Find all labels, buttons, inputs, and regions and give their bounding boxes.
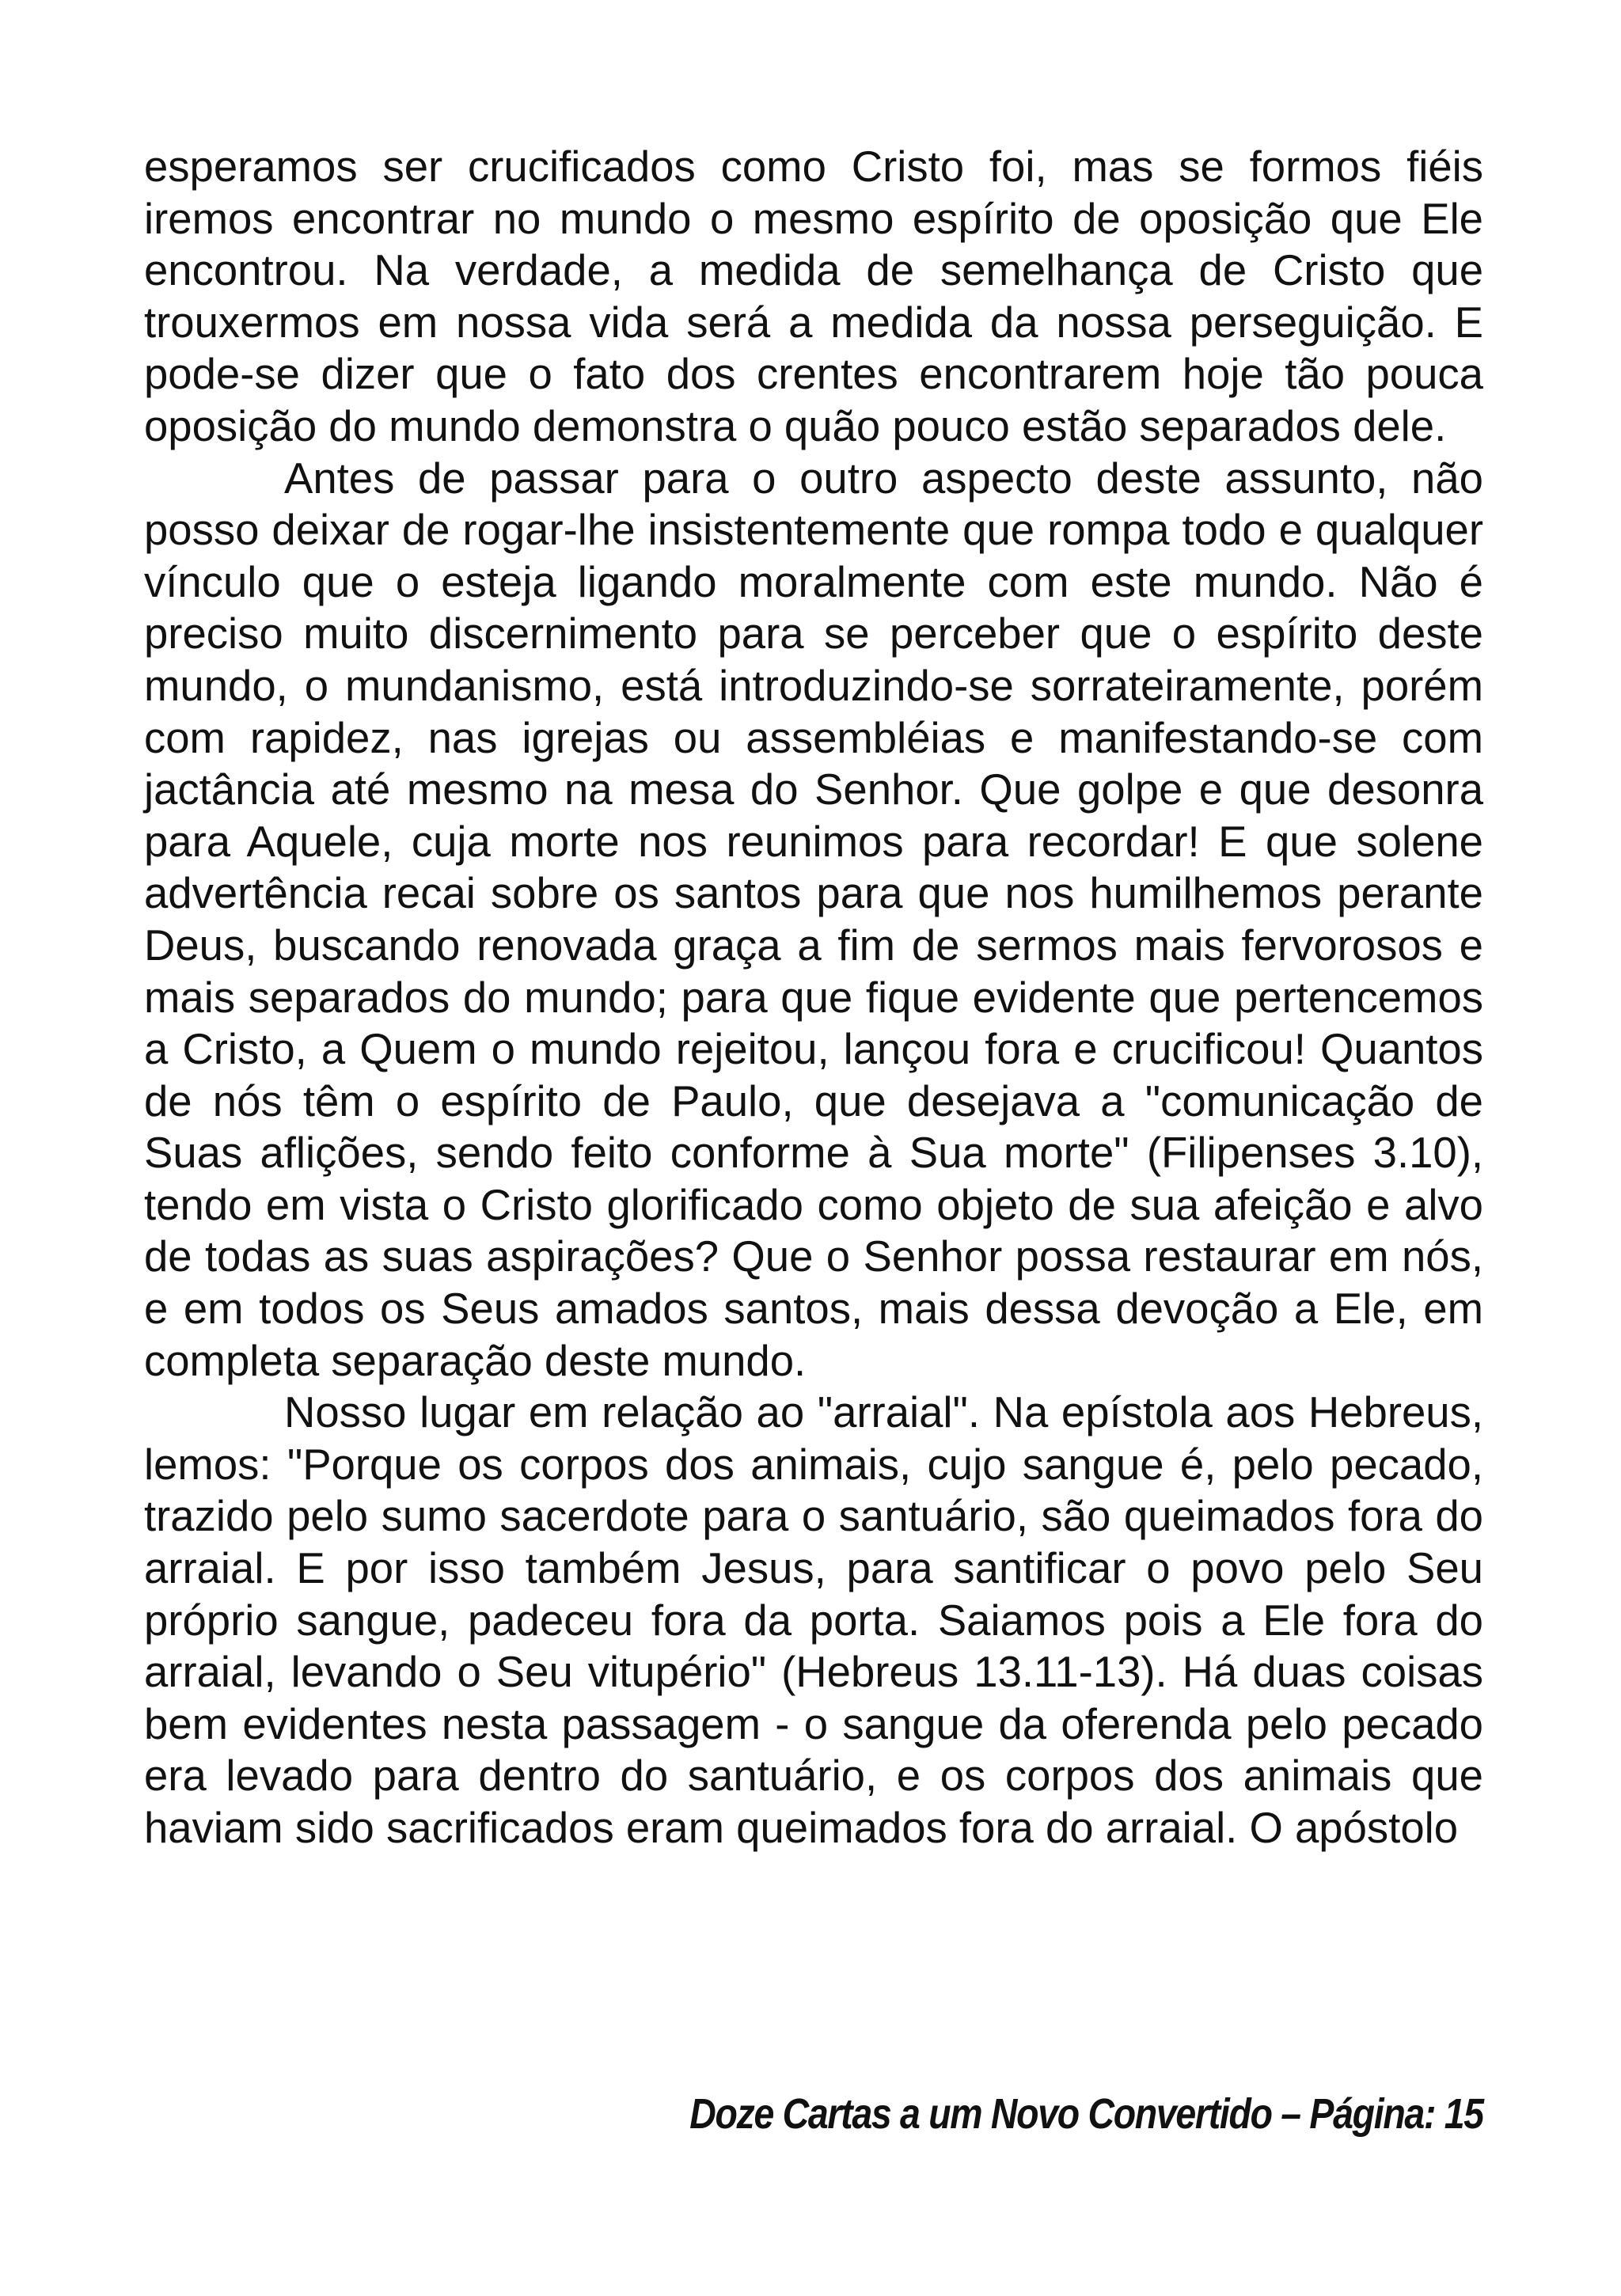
page-footer: Doze Cartas a um Novo Convertido – Página: 15 (689, 2090, 1483, 2138)
body-text (144, 141, 1483, 1854)
paragraph-camp: Nosso lugar em relação ao "arraial". Na epístola aos Hebreus, lemos: "Porque os corpos dos animais, cujo sangue é, pelo pecado, trazido pelo sumo sacerdote para o santuário, são queimados fora do arraial. E por isso também Jesus, para santificar o povo pelo Seu próprio sangue, padeceu fora da porta. Saiamos pois a Ele fora do arraial, levando o Seu vitupério" (Hebreus 13.11-13). Há duas coisas bem evidentes nesta passagem - o sangue da oferenda pelo pecado era levado para dentro do santuário, e os corpos dos animais que haviam sido sacrificados eram queimados fora do arraial. O apóstolo (144, 1388, 1483, 1852)
paragraph-continuation: esperamos ser crucificados como Cristo foi, mas se formos fiéis iremos encontrar no mundo o mesmo espírito de oposição que Ele encontrou. Na verdade, a medida de semelhança de Cristo que trouxermos em nossa vida será a medida da nossa perseguição. E pode-se dizer que o fato dos crentes encontrarem hoje tão pouca oposição do mundo demonstra o quão pouco estão separados dele. (144, 142, 1483, 450)
paragraph-worldliness: Antes de passar para o outro aspecto deste assunto, não posso deixar de rogar-lhe insistentemente que rompa todo e qualquer vínculo que o esteja ligando moralmente com este mundo. Não é preciso muito discernimento para se perceber que o espírito deste mundo, o mundanismo, está introduzindo-se sorrateiramente, porém com rapidez, nas igrejas ou assembléias e manifestando-se com jactância até mesmo na mesa do Senhor. Que golpe e que desonra para Aquele, cuja morte nos reunimos para recordar! E que solene advertência recai sobre os santos para que nos humilhemos perante Deus, buscando renovada graça a fim de sermos mais fervorosos e mais separados do mundo; para que fique evidente que pertencemos a Cristo, a Quem o mundo rejeitou, lançou fora e crucificou! Quantos de nós têm o espírito de Paulo, que desejava a "comunicação de Suas aflições, sendo feito conforme à Sua morte" (Filipenses 3.10), tendo em vista o Cristo glorificado como objeto de sua afeição e alvo de todas as suas aspirações? Que o Senhor possa restaurar em nós, e em todos os Seus amados santos, mais dessa devoção a Ele, em completa separação deste mundo. (144, 454, 1483, 1385)
